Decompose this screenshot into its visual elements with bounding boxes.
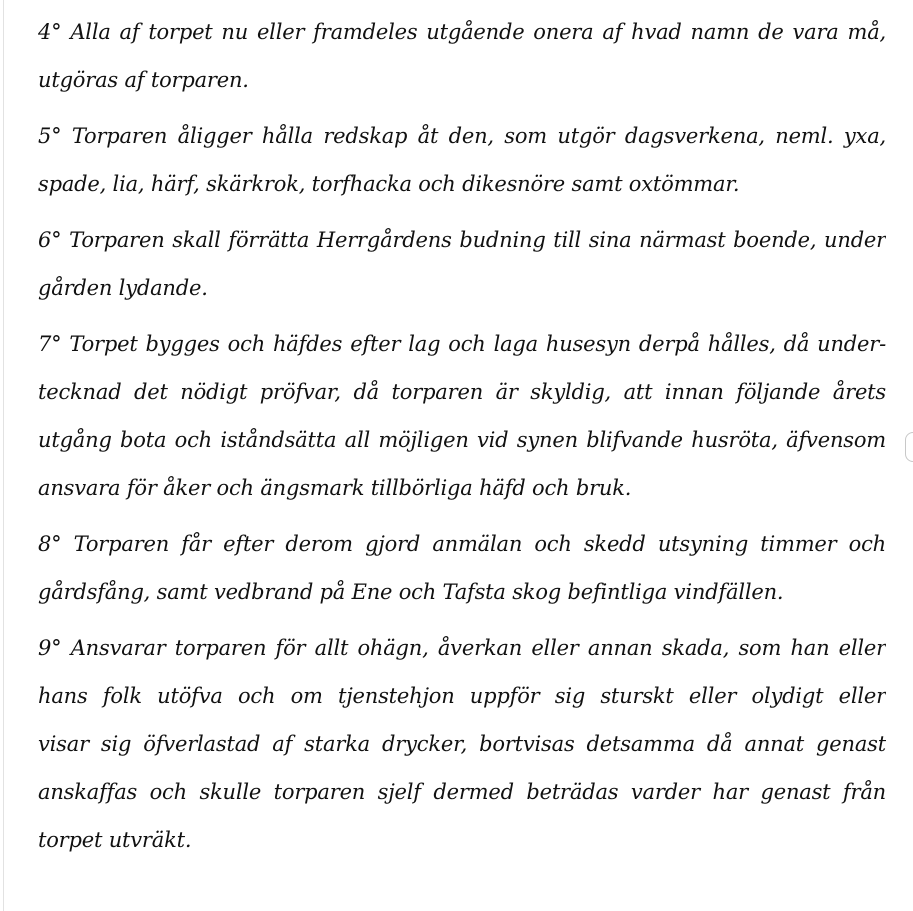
text-line: 6° Torparen skall förrätta Herrgårdens budning till sina närmast boende, under [38,228,886,252]
text-line: anskaffas och skulle torparen sjelf dermed beträdas varder har genast från [38,780,886,804]
paragraph-7 [38,320,886,512]
text-line: hans folk utöfva och om tjenstehjon uppför sig sturskt eller olydigt eller [38,684,886,708]
text-line: 4° Alla af torpet nu eller framdeles utgående onera af hvad namn de vara må, [38,20,886,44]
paragraph-5 [38,112,886,208]
scroll-handle[interactable] [905,432,913,462]
text-line: ansvara för åker och ängsmark tillbörliga häfd och bruk. [38,476,632,500]
document-body [38,8,886,872]
paragraph-4 [38,8,886,104]
text-line: gården lydande. [38,276,208,300]
paragraph-6 [38,216,886,312]
text-line: utgång bota och iståndsätta all möjligen vid synen blifvande husröta, äfvensom [38,428,886,452]
text-line: 9° Ansvarar torparen för allt ohägn, åverkan eller annan skada, som han eller [38,636,886,660]
text-line: utgöras af torparen. [38,68,249,92]
text-line: 5° Torparen åligger hålla redskap åt den, som utgör dagsverkena, neml. yxa, [38,124,886,148]
text-line: 7° Torpet bygges och häfdes efter lag och laga husesyn derpå hålles, då under- [38,332,886,356]
paragraph-8 [38,520,886,616]
text-line: gårdsfång, samt vedbrand på Ene och Tafsta skog befintliga vindfällen. [38,580,784,604]
text-line: torpet utvräkt. [38,828,192,852]
page-left-border [3,0,4,911]
text-line: 8° Torparen får efter derom gjord anmälan och skedd utsyning timmer och [38,532,886,556]
text-line: visar sig öfverlastad af starka drycker, bortvisas detsamma då annat genast [38,732,886,756]
text-line: spade, lia, härf, skärkrok, torfhacka och dikesnöre samt oxtömmar. [38,172,740,196]
paragraph-9 [38,624,886,864]
text-line: tecknad det nödigt pröfvar, då torparen är skyldig, att innan följande årets [38,380,886,404]
